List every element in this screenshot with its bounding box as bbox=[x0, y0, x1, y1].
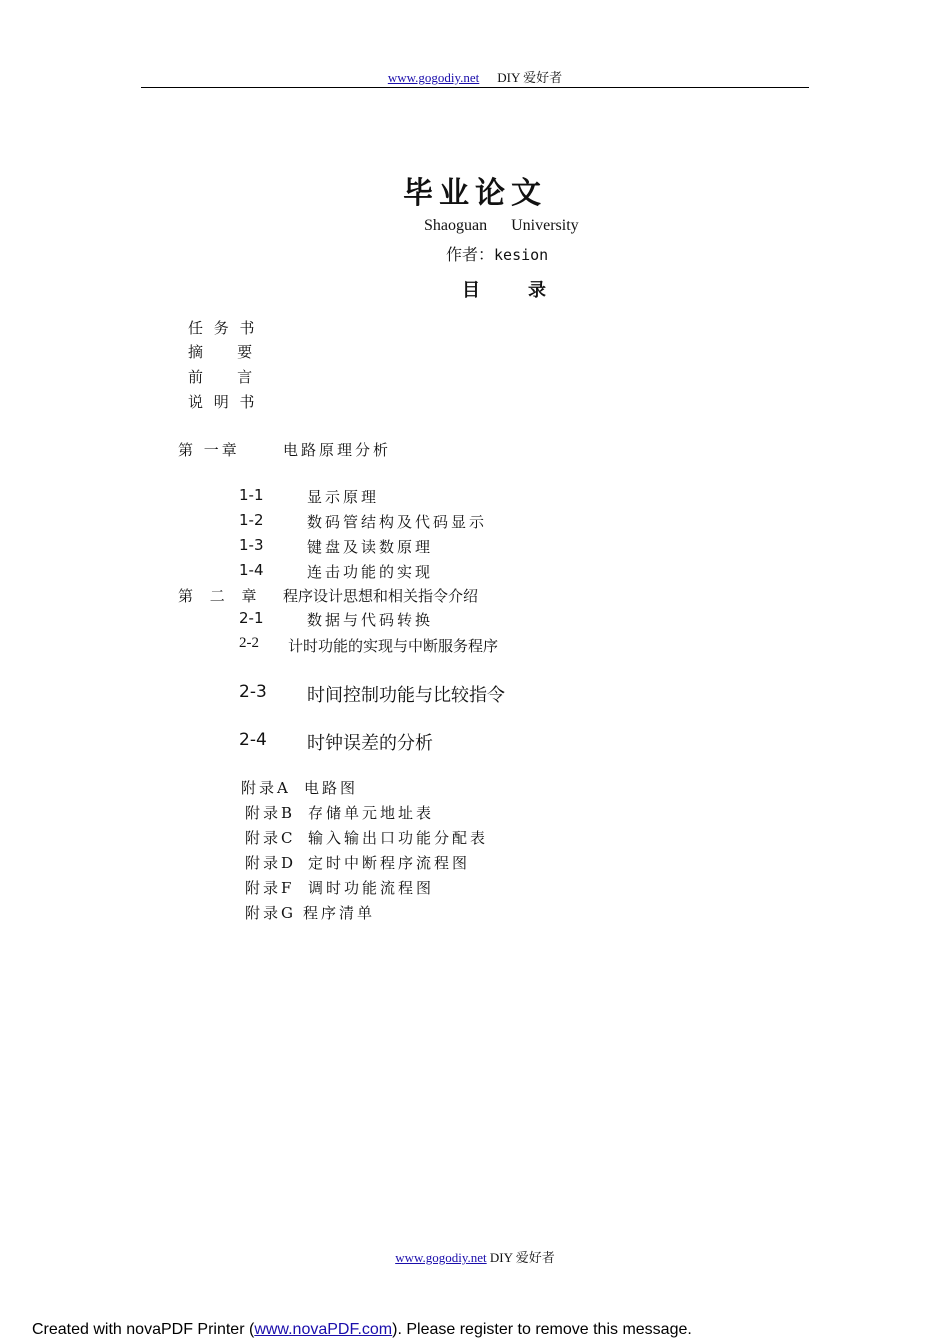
toc-item-abstract[interactable]: 摘 要 bbox=[188, 343, 256, 361]
footer-url-link[interactable]: www.gogodiy.net bbox=[395, 1250, 487, 1265]
appendix-title[interactable]: 电路图 bbox=[304, 779, 359, 797]
section-title[interactable]: 计时功能的实现与中断服务程序 bbox=[288, 637, 499, 655]
section-num: 2-1 bbox=[239, 609, 264, 627]
section-num: 1-2 bbox=[239, 511, 264, 529]
university-part2: University bbox=[511, 217, 579, 234]
nova-prefix: Created with novaPDF Printer ( bbox=[32, 1321, 255, 1338]
chapter2-title[interactable]: 程序设计思想和相关指令介绍 bbox=[283, 587, 479, 605]
section-num: 1-4 bbox=[239, 561, 264, 579]
toc-item-manual[interactable]: 说 明 书 bbox=[188, 393, 258, 411]
page-footer bbox=[0, 1247, 950, 1266]
toc-heading-left: 目 bbox=[462, 280, 480, 301]
author-name: kesion bbox=[494, 246, 549, 264]
appendix-label: 附录F bbox=[245, 879, 295, 897]
chapter1-title[interactable]: 电路原理分析 bbox=[283, 441, 392, 459]
appendix-title[interactable]: 程序清单 bbox=[303, 904, 376, 922]
section-num: 2-3 bbox=[239, 682, 267, 702]
chapter1-label[interactable]: 第 一章 bbox=[178, 441, 240, 459]
section-title[interactable]: 显示原理 bbox=[307, 488, 380, 506]
novapdf-notice bbox=[32, 1321, 692, 1339]
section-title[interactable]: 数据与代码转换 bbox=[307, 611, 434, 629]
header-site-name: DIY 爱好者 bbox=[497, 70, 563, 85]
header-url-link[interactable]: www.gogodiy.net bbox=[387, 70, 480, 85]
toc-item-preface[interactable]: 前 言 bbox=[188, 368, 256, 386]
page-header bbox=[0, 67, 950, 86]
section-title[interactable]: 键盘及读数原理 bbox=[307, 538, 434, 556]
appendix-title[interactable]: 定时中断程序流程图 bbox=[308, 854, 471, 872]
appendix-label: 附录C bbox=[245, 829, 296, 847]
section-title[interactable]: 数码管结构及代码显示 bbox=[307, 513, 488, 531]
appendix-title[interactable]: 输入输出口功能分配表 bbox=[308, 829, 489, 847]
toc-heading-right: 录 bbox=[528, 280, 546, 301]
section-num: 2-2 bbox=[239, 635, 259, 651]
chapter2-label[interactable]: 第 二 章 bbox=[178, 587, 263, 605]
footer-site-name: DIY 爱好者 bbox=[489, 1250, 555, 1265]
author-label: 作者： bbox=[446, 245, 495, 264]
university-part1: Shaoguan bbox=[424, 217, 488, 234]
section-num: 1-1 bbox=[239, 486, 264, 504]
appendix-label: 附录D bbox=[245, 854, 297, 872]
section-num: 2-4 bbox=[239, 730, 267, 750]
toc-item-task-book[interactable]: 任 务 书 bbox=[188, 319, 258, 337]
section-num: 1-3 bbox=[239, 536, 264, 554]
toc-heading bbox=[462, 276, 546, 302]
header-rule bbox=[141, 87, 809, 88]
appendix-label: 附录A bbox=[241, 779, 291, 797]
nova-suffix: ). Please register to remove this message. bbox=[392, 1321, 692, 1338]
novapdf-link[interactable]: www.novaPDF.com bbox=[254, 1321, 393, 1338]
appendix-label: 附录G bbox=[245, 904, 296, 922]
section-title[interactable]: 时间控制功能与比较指令 bbox=[307, 685, 505, 706]
appendix-title[interactable]: 存储单元地址表 bbox=[308, 804, 435, 822]
appendix-title[interactable]: 调时功能流程图 bbox=[308, 879, 435, 897]
author-line bbox=[446, 242, 548, 265]
appendix-label: 附录B bbox=[245, 804, 296, 822]
section-title[interactable]: 连击功能的实现 bbox=[307, 563, 434, 581]
section-title[interactable]: 时钟误差的分析 bbox=[307, 733, 433, 754]
university-name bbox=[424, 217, 579, 235]
document-title: 毕业论文 bbox=[403, 176, 547, 211]
